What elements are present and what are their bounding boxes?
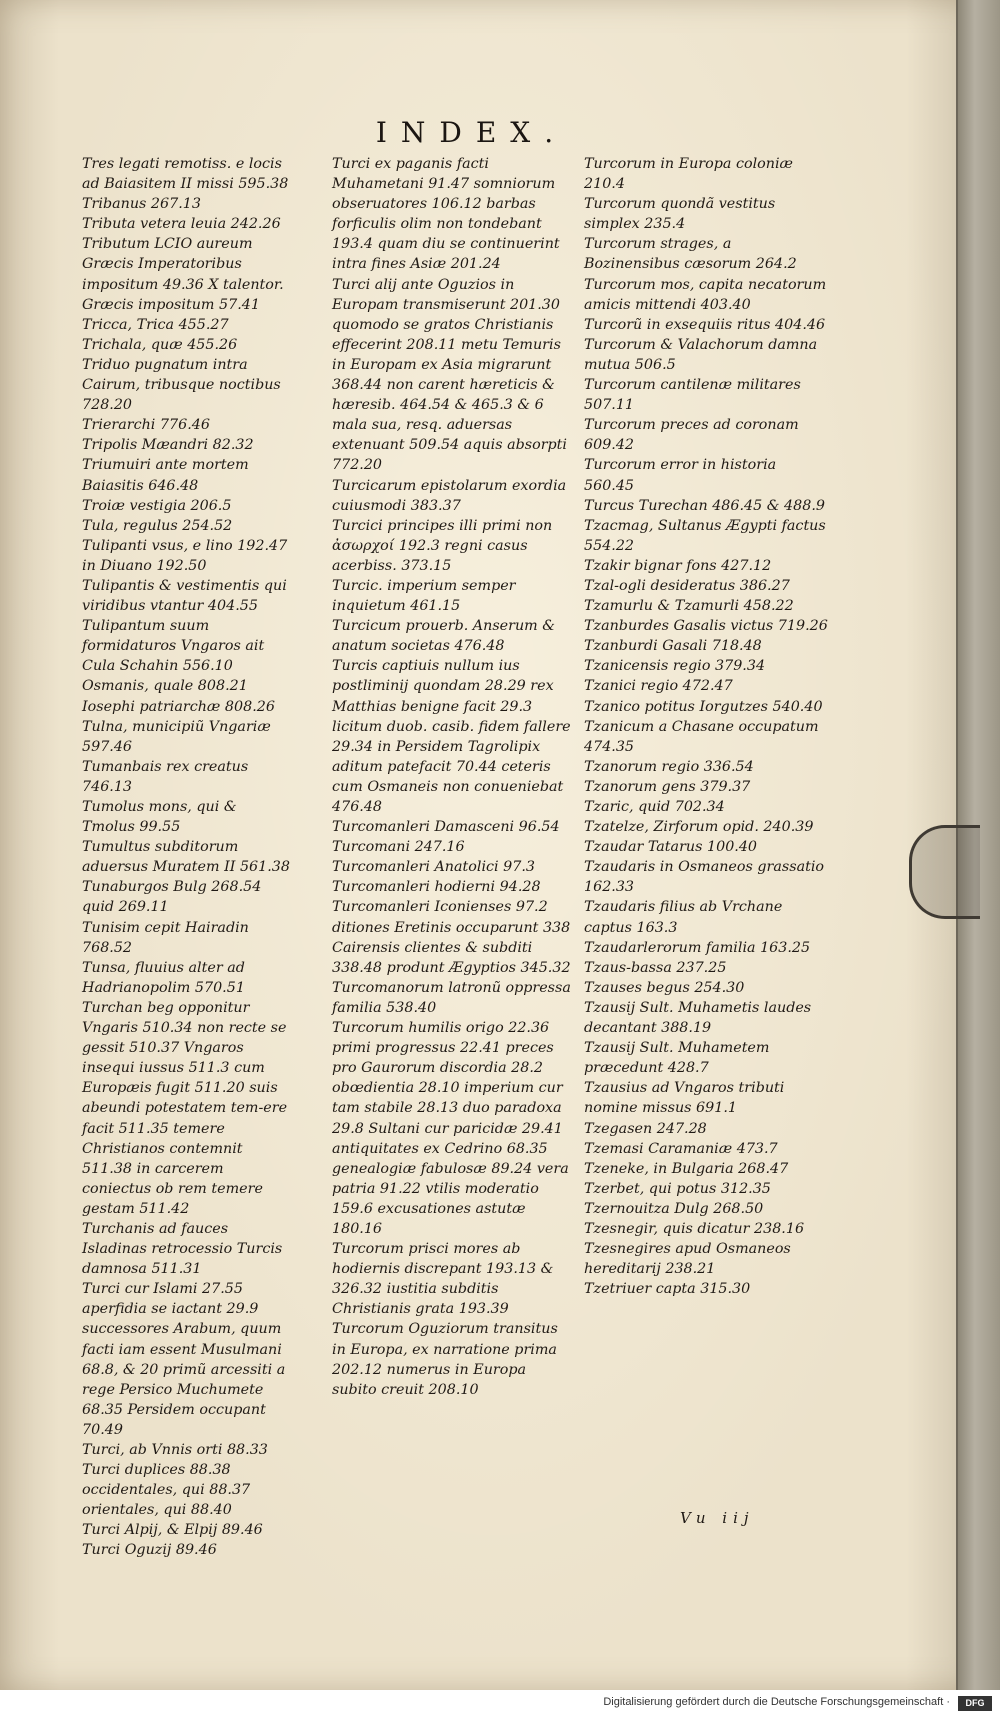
index-entry: Tunaburgos Bulg 268.54 quid 269.11 bbox=[82, 879, 262, 916]
index-entry: Tzemasi Caramaniæ 473.7 bbox=[584, 1140, 778, 1157]
index-entry: Tzaudar Tatarus 100.40 bbox=[584, 839, 758, 856]
index-entry: Turcomani 247.16 bbox=[332, 839, 465, 856]
index-entry: Turcorum cantilenæ militares 507.11 bbox=[584, 377, 801, 414]
index-entry: Tzesnegir, quis dicatur 238.16 bbox=[584, 1220, 805, 1237]
index-entry: Tzacmag, Sultanus Ægypti factus 554.22 bbox=[584, 517, 826, 554]
index-entry: Turcorum error in historia 560.45 bbox=[584, 457, 777, 494]
index-entry: Tulna, municipiũ Vngariæ 597.46 bbox=[82, 718, 271, 755]
index-entry: Tzanici regio 472.47 bbox=[584, 678, 733, 695]
footer-bar bbox=[0, 1690, 1000, 1718]
index-entry: Tzal-ogli desideratus 386.27 bbox=[584, 577, 790, 594]
index-entry: Turcorum mos, capita necatorum amicis mittendi 403.40 bbox=[584, 276, 827, 313]
index-entry: Turcorum Oguziorum transitus in Europa, ex narratione prima 202.12 numerus in Europa subito creuit 208.10 bbox=[332, 1321, 558, 1398]
index-entry: Turcorum in Europa coloniæ 210.4 bbox=[584, 156, 793, 193]
index-entry: Trierarchi 776.46 bbox=[82, 417, 210, 434]
index-entry: Tres legati remotiss. e locis ad Baiasitem II missi 595.38 bbox=[82, 156, 289, 193]
index-entry: Turcis captiuis nullum ius postliminij quondam 28.29 rex Matthias benigne facit 29.3 licitum duob. casib. fidem fallere 29.34 in Persidem Tagrolipix aditum patefacit 70.44 ceteris cum Osmaneis non conueniebat 476.48 bbox=[332, 658, 571, 815]
index-entry: Turcomanorum latronũ oppressa familia 538.40 bbox=[332, 979, 571, 1016]
funding-credit: Digitalisierung gefördert durch die Deutsche Forschungsgemeinschaft · bbox=[603, 1696, 950, 1708]
index-entry: Tzaudaris in Osmaneos grassatio 162.33 bbox=[584, 859, 825, 896]
index-entry: Tzanburdi Gasali 718.48 bbox=[584, 638, 762, 655]
index-entry: Turcicarum epistolarum exordia cuiusmodi 383.37 bbox=[332, 477, 567, 514]
index-entry: Triumuiri ante mortem Baiasitis 646.48 bbox=[82, 457, 249, 494]
index-entry: Triduo pugnatum intra Cairum, tribusque noctibus 728.20 bbox=[82, 356, 281, 414]
index-entry: Tzanburdes Gasalis victus 719.26 bbox=[584, 618, 828, 635]
index-entry: Troiæ vestigia 206.5 bbox=[82, 497, 232, 514]
index-entry: Tributum LCIO aureum Græcis Imperatoribus impositum 49.36 X talentor. Græcis impositum 57.41 bbox=[82, 236, 284, 313]
index-entry: Tulipantis & vestimentis qui viridibus vtantur 404.55 bbox=[82, 577, 287, 615]
index-entry: Tzetriuer capta 315.30 bbox=[584, 1281, 751, 1298]
index-entry: Turci Alpij, & Elpij 89.46 bbox=[82, 1522, 263, 1539]
index-entry: Tumanbais rex creatus 746.13 bbox=[82, 758, 249, 795]
index-entry: Tzesnegires apud Osmaneos hereditarij 238.21 bbox=[584, 1241, 791, 1278]
index-entry: Tulipanti vsus, e lino 192.47 in Diuano 192.50 bbox=[82, 537, 288, 574]
index-entry: Turcicum prouerb. Anserum & anatum societas 476.48 bbox=[332, 618, 556, 655]
index-entry: Turcorum & Valachorum damna mutua 506.5 bbox=[584, 336, 818, 373]
index-entry: Turcomanleri Damasceni 96.54 bbox=[332, 819, 560, 836]
index-entry: Turcorum prisci mores ab hodiernis discrepant 193.13 & 326.32 iustitia subditis Christianis grata 193.39 bbox=[332, 1241, 554, 1318]
index-entry: Trichala, quæ 455.26 bbox=[82, 336, 238, 353]
index-entry: Tribanus 267.13 bbox=[82, 196, 201, 213]
index-entry: Tzausij Sult. Muhametem præcedunt 428.7 bbox=[584, 1040, 770, 1077]
index-entry: Turcorum preces ad coronam 609.42 bbox=[584, 417, 799, 454]
index-entry: Turcomanleri hodierni 94.28 bbox=[332, 879, 541, 896]
index-entry: Tumolus mons, qui & Tmolus 99.55 bbox=[82, 799, 237, 836]
index-entry: Tzernouitza Dulg 268.50 bbox=[584, 1200, 764, 1217]
index-entry: Turchan beg opponitur Vngaris 510.34 non recte se gessit 510.37 Vngaros insequi iussus 511.3 cum Europæis fugit 511.20 suis abeundi potestatem tem-ere facit 511.35 temere Christianos contemnit 511.38 in carcerem coniectus ob rem temere gestam 511.42 bbox=[82, 999, 288, 1217]
index-entry: Turcorum strages, a Bozinensibus cæsorum 264.2 bbox=[584, 236, 797, 273]
index-entry: Tzegasen 247.28 bbox=[584, 1120, 707, 1137]
index-entry: Tumultus subditorum aduersus Muratem II 561.38 bbox=[82, 839, 290, 876]
index-entry: Tzamurlu & Tzamurli 458.22 bbox=[584, 598, 794, 615]
index-entry: Tzerbet, qui potus 312.35 bbox=[584, 1180, 771, 1197]
index-entry: Tricca, Trica 455.27 bbox=[82, 316, 229, 333]
index-entry: Turcomanleri Anatolici 97.3 bbox=[332, 859, 535, 876]
index-entry: Turcorum quondã vestitus simplex 235.4 bbox=[584, 196, 776, 233]
index-entry: Turcorũ in exsequiis ritus 404.46 bbox=[584, 316, 826, 333]
index-entry: Tzaric, quid 702.34 bbox=[584, 799, 725, 815]
index-entry: Tula, regulus 254.52 bbox=[82, 517, 233, 534]
index-entry: Turci alij ante Oguzios in Europam transmiserunt 201.30 quomodo se gratos Christianis effecerint 208.11 metu Temuris in Europam ex Asia migrarunt 368.44 non carent hæreticis & hæresib. 464.54 & 465.3 & 6 mala sua, resq. aduersas extenuant 509.54 aquis absorpti 772.20 bbox=[332, 276, 567, 474]
index-entry: Tzaudaris filius ab Vrchane captus 163.3 bbox=[584, 899, 783, 936]
index-entry: Turcus Turechan 486.45 & 488.9 bbox=[584, 497, 825, 514]
index-entry: Tzausij Sult. Muhametis laudes decantant 388.19 bbox=[584, 999, 812, 1037]
index-entry: Tzausius ad Vngaros tributi nomine missus 691.1 bbox=[584, 1080, 785, 1117]
index-entry: Tunisim cepit Hairadin 768.52 bbox=[82, 919, 249, 956]
index-entry: Tzeneke, in Bulgaria 268.47 bbox=[584, 1160, 789, 1177]
index-entry: Tzanorum gens 379.37 bbox=[584, 778, 751, 795]
index-column-2 bbox=[332, 154, 572, 1400]
index-entry: Tzaudarlerorum familia 163.25 bbox=[584, 939, 811, 956]
index-entry: Tzanico potitus Iorgutzes 540.40 bbox=[584, 698, 823, 715]
index-column-3 bbox=[584, 154, 829, 1299]
index-entry: Tzanicensis regio 379.34 bbox=[584, 658, 766, 675]
index-entry: Tunsa, fluuius alter ad Hadrianopolim 570.51 bbox=[82, 959, 245, 996]
index-entry: Turci ex paganis facti Muhametani 91.47 somniorum obseruatores 106.12 barbas forficulis olim non tondebant 193.4 quam diu se continuerint intra fines Asiæ 201.24 bbox=[332, 156, 560, 273]
index-entry: Tzauses begus 254.30 bbox=[584, 979, 745, 996]
index-entry: Turchanis ad fauces Isladinas retrocessio Turcis damnosa 511.31 bbox=[82, 1220, 283, 1278]
page-clip bbox=[909, 825, 980, 919]
page-title: INDEX. bbox=[375, 116, 568, 149]
index-entry: Tributa vetera leuia 242.26 bbox=[82, 216, 281, 233]
index-entry: Tzakir bignar fons 427.12 bbox=[584, 557, 772, 574]
index-entry: Turci, ab Vnnis orti 88.33 bbox=[82, 1442, 268, 1458]
index-entry: Turcomanleri Iconienses 97.2 ditiones Eretinis occuparunt 338 Cairensis clientes & subditi 338.48 produnt Ægyptios 345.32 bbox=[332, 899, 571, 976]
index-column-1 bbox=[82, 154, 292, 1561]
index-entry: Turcic. imperium semper inquietum 461.15 bbox=[332, 577, 516, 615]
index-entry: Tripolis Mæandri 82.32 bbox=[82, 437, 254, 454]
index-entry: Tzanicum a Chasane occupatum 474.35 bbox=[584, 718, 819, 755]
index-entry: Tzanorum regio 336.54 bbox=[584, 758, 754, 775]
index-entry: Tulipantum suum formidaturos Vngaros ait Cula Schahin 556.10 Osmanis, quale 808.21 Iosephi patriarchæ 808.26 bbox=[82, 618, 275, 715]
signature-mark: Vu iij bbox=[680, 1509, 755, 1527]
index-entry: Turcorum humilis origo 22.36 primi progressus 22.41 preces pro Gaurorum discordia 28.2 obœdientia 28.10 imperium cur tam stabile 28.13 duo paradoxa 29.8 Sultani cur paricidæ 29.41 antiquitates ex Cedrino 68.35 genealogiæ fabulosæ 89.24 vera patria 91.22 vtilis moderatio 159.6 excusationes astutæ 180.16 bbox=[332, 1020, 569, 1237]
index-entry: Turcici principes illi primi non ἀσωρχοί 192.3 regni casus acerbiss. 373.15 bbox=[332, 517, 553, 574]
index-entry: Turci Oguzij 89.46 bbox=[82, 1542, 217, 1559]
dfg-logo-icon: DFG bbox=[958, 1696, 992, 1711]
index-entry: Tzaus-bassa 237.25 bbox=[584, 959, 727, 976]
index-entry: Turci duplices 88.38 occidentales, qui 88.37 orientales, qui 88.40 bbox=[82, 1462, 251, 1519]
index-entry: Tzatelze, Zirforum opid. 240.39 bbox=[584, 819, 814, 836]
index-entry: Turci cur Islami 27.55 aperfidia se iactant 29.9 successores Arabum, quum facti iam essent Musulmani 68.8, & 20 primũ arcessiti a rege Persico Muchumete 68.35 Persidem occupant 70.49 bbox=[82, 1281, 286, 1438]
